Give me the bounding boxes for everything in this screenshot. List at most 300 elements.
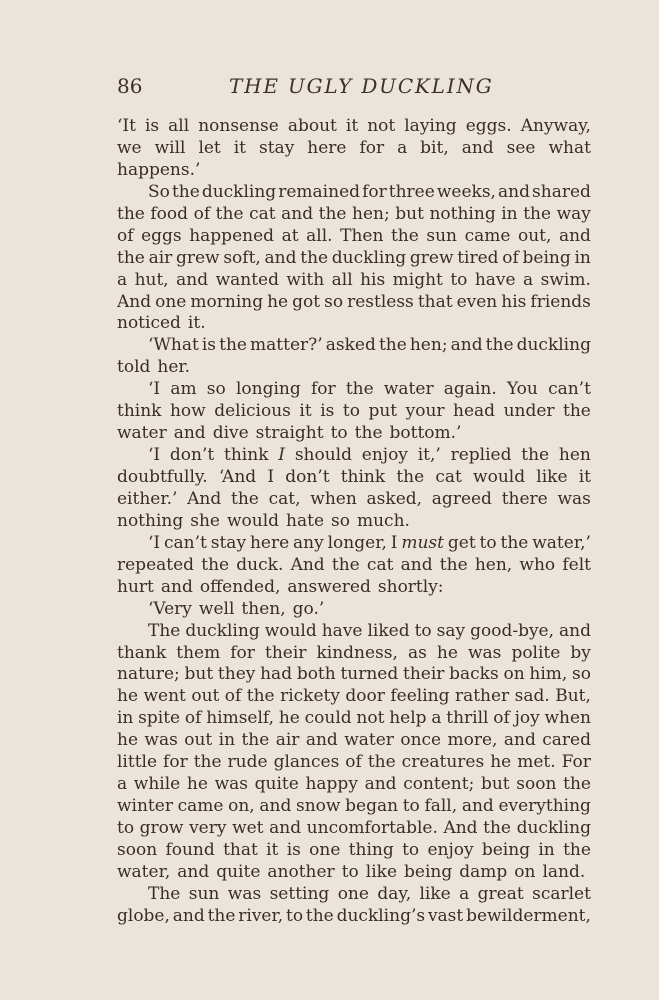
text-line [117,160,591,182]
text-line [117,182,591,204]
word: to [450,269,468,290]
word: the [318,203,347,224]
word: and [503,730,536,751]
word: duckling’s [336,905,426,926]
word: then, [241,598,286,619]
word: should [294,445,352,466]
word: the [523,203,552,224]
word: sad. [514,686,550,707]
word: good-bye, [470,620,555,641]
word: help [389,708,427,729]
word: he [267,291,289,312]
word: and [172,905,205,926]
word: felt [562,554,591,575]
word: in [574,247,591,268]
word: like [365,861,398,882]
word: and [305,730,338,751]
word: swim. [540,269,591,290]
word: and [281,203,314,224]
word: the [201,554,230,575]
word: creatures [401,752,485,773]
word: the [193,752,222,773]
text-line [117,116,591,138]
text-line [117,664,591,686]
word: his [501,291,527,312]
word: wet [232,818,264,838]
word: enjoy [427,839,474,860]
word: their [264,642,307,663]
text-line [117,138,591,160]
word: ‘I [148,445,161,466]
word: nonsense [198,116,279,136]
word: longing [235,379,301,400]
word: well [198,598,235,619]
word: sun [188,883,220,904]
word: longer, [327,532,387,553]
word: bottom.’ [389,423,462,444]
word: in [218,730,236,751]
word: happy [305,774,358,795]
word: he [117,730,139,751]
word: morning [190,291,264,312]
word: vast [427,905,464,926]
word: The [148,883,181,904]
word: a [459,883,470,904]
word: out [184,730,213,751]
word: but [184,664,214,685]
word: duckling [331,247,407,268]
word: here [307,137,347,158]
word: the [378,335,407,356]
word: But, [555,686,591,707]
word: ‘What [148,335,199,356]
word: the [521,445,550,466]
word: enjoy [361,445,408,466]
word: and [461,137,494,158]
word: the [219,335,247,356]
word: nature; [117,664,180,685]
word: he [278,708,300,729]
word: polite [511,642,561,663]
word: it. [187,313,206,334]
word: quite [254,774,299,795]
word: ‘I [148,379,161,400]
word: happens.’ [117,159,201,180]
word: the [246,686,275,707]
word: another [267,861,335,882]
word: one [337,883,369,904]
text-line [117,335,591,357]
word: hen, [474,554,513,575]
word: say [436,620,466,641]
word: to [414,620,432,641]
word: of [193,203,211,224]
word: it [578,467,591,487]
word: but [480,774,510,795]
word: duckling [201,181,277,202]
word: eggs. [465,116,512,136]
word: answered [287,576,371,597]
word: your [405,401,445,422]
word: restless [347,291,414,312]
word: to [330,423,348,444]
word: the [231,488,259,509]
word: how [169,401,206,422]
word: in [117,708,134,729]
word: duckling [516,818,591,838]
word: would [226,510,280,531]
word: the [485,335,514,356]
word: rather [454,686,510,707]
word: for [230,642,255,663]
word: straight [255,423,324,444]
word: they [217,664,256,685]
word: and [173,423,206,444]
word: more, [447,730,498,751]
word: the [390,225,419,246]
word: him, [529,664,568,685]
word: and [400,554,433,575]
text-line [117,401,591,423]
text-line [117,248,591,270]
word: setting [269,883,330,904]
text-line [117,840,591,862]
word: So [148,181,170,202]
word: dive [212,423,249,444]
word: bewilderment, [466,905,591,926]
word: to [341,861,359,882]
running-title: THE UGLY DUCKLING [229,74,494,98]
word: will [154,137,186,158]
word: content; [403,774,475,795]
word: noticed [117,313,181,334]
word: You [506,379,538,400]
word: out, [517,225,552,246]
word: And [290,554,325,575]
word: hen; [352,203,390,224]
word: cared [542,730,591,751]
word: got [292,291,321,312]
word: it [299,401,312,422]
word: nothing [429,203,496,224]
word: so [206,379,226,400]
word: globe, [117,905,170,926]
word: spite [138,708,181,729]
word: even [456,291,498,312]
word: cat [435,467,462,487]
word: duckling [185,620,260,641]
word: kindness, [316,642,398,663]
word: of [345,752,362,773]
word: he [436,642,458,663]
word: is [286,839,301,860]
word: The [148,620,181,641]
word: water,’ [532,532,591,553]
word: that [223,839,258,860]
word: great [477,883,524,904]
text-line [117,204,591,226]
word: matter?’ [250,335,323,356]
word: to [402,796,420,817]
word: let [198,137,221,158]
text-line [117,708,591,730]
word: she [190,510,220,531]
word: hen; [409,335,448,356]
word: with [286,269,325,290]
word: And [117,291,152,312]
word: fall, [424,796,458,817]
word: water [117,423,167,444]
word: under [503,401,555,422]
word: being [404,861,453,882]
word: see [506,137,536,158]
word: for [362,181,387,202]
text-line [117,752,591,774]
word: to [479,532,497,553]
word: the [345,379,374,400]
text-line [117,577,591,599]
word: little [117,752,158,773]
text-line [117,533,591,555]
word: the [215,203,244,224]
word: doubtfully. [117,467,208,487]
word: have [321,620,363,641]
word: very [189,818,227,838]
word: shortly: [377,576,444,597]
text-line [117,467,591,489]
word: backs [449,664,499,685]
word: all. [306,225,333,246]
word: think [340,467,386,487]
word: way [556,203,591,224]
word: we [117,137,142,158]
word: went [143,686,186,707]
word: was [467,642,502,663]
page-header [117,72,591,100]
word: was [144,730,178,751]
word: himself, [206,708,275,729]
word: on [514,861,536,882]
text-line [117,730,591,752]
word: put [368,401,398,422]
word: like [419,883,451,904]
word: can’t [548,379,591,400]
body-text [117,116,591,928]
word: thank [117,642,167,663]
word: the [396,467,425,487]
word: a [431,708,442,729]
word: for [163,752,188,773]
word: soon [117,839,158,860]
word: cat [366,554,394,575]
word: feeling [390,686,450,707]
word: he [186,774,208,795]
word: a [117,774,128,795]
word: the [367,752,396,773]
word: grew [175,247,220,268]
word: so [324,291,344,312]
word: one [155,291,187,312]
word: And [443,818,478,838]
word: a [523,269,534,290]
word: eggs [141,225,182,246]
word: weeks, [436,181,496,202]
word: repeated [117,554,195,575]
word: asked, [366,488,423,509]
word: their [403,664,445,685]
word: of [117,225,134,246]
word: turned [340,664,399,685]
word: would [264,620,317,641]
word: his [360,269,386,290]
word: shared [532,181,591,202]
word: liked [367,620,410,641]
word: go.’ [292,598,325,619]
word: water [344,730,394,751]
word: a [397,137,408,158]
text-line [117,599,591,621]
word: ‘I [148,532,161,553]
word: glances [273,752,340,773]
text-line [117,621,591,643]
word: air [275,730,300,751]
text-line [117,555,591,577]
word: get [447,532,476,553]
word: but [395,203,424,224]
word: grew [409,247,454,268]
word: think [224,445,269,466]
word: scarlet [532,883,591,904]
word: friends [530,291,591,312]
word: and [461,796,494,817]
text-line [117,292,591,314]
word: ‘Very [148,598,192,619]
word: he [490,752,512,773]
text-line [117,423,591,445]
word: I [267,467,275,487]
word: the [563,401,591,422]
word: was [557,488,591,509]
word: came [464,225,511,246]
word: three [388,181,435,202]
word: have [474,269,516,290]
word: offended, [199,576,281,597]
word: when [310,488,357,509]
word: must [401,532,444,553]
word: he [117,686,139,707]
word: the [483,818,511,838]
text-line [117,379,591,401]
word: hut, [134,269,169,290]
word: thrill [446,708,489,729]
word: for [359,137,385,158]
word: so [572,664,591,685]
word: again. [443,379,497,400]
word: bit, [420,137,449,158]
word: quite [216,861,261,882]
word: told [117,357,151,378]
word: happened [189,225,275,246]
word: grow [139,818,184,838]
word: hen [558,445,591,466]
word: of [493,708,510,729]
word: of [502,247,519,268]
text-line [117,445,591,467]
word: the [354,423,383,444]
word: duck. [236,554,284,575]
word: and [450,335,483,356]
word: them [176,642,221,663]
text-line [117,884,591,906]
word: food [150,203,189,224]
word: and [176,269,209,290]
word: and [558,225,591,246]
word: uncomfortable. [306,818,438,838]
word: to [342,401,360,422]
word: I [278,445,286,466]
word: Then [340,225,384,246]
word: winter [117,796,173,817]
word: delicious [214,401,291,422]
text-line [117,489,591,511]
word: laying [404,116,457,136]
word: to [402,839,420,860]
word: when [544,708,591,729]
text-line [117,774,591,796]
word: both [296,664,336,685]
word: being [481,839,531,860]
text-line [117,862,591,884]
word: is [201,335,217,356]
word: joy [514,708,540,729]
word: rickety [280,686,340,707]
text-line [117,511,591,533]
word: of [184,708,202,729]
word: began [345,796,399,817]
word: everything [498,796,591,817]
word: don’t [169,445,215,466]
word: the [563,839,591,860]
word: soon [516,774,557,795]
word: for [310,379,336,400]
word: the [117,247,145,268]
word: stay [259,137,295,158]
word: the [500,532,529,553]
word: is [320,401,335,422]
word: not [356,708,385,729]
word: don’t [285,467,330,487]
word: can’t [164,532,207,553]
word: head [453,401,496,422]
word: door [345,686,385,707]
word: might [392,269,443,290]
word: hate [286,510,325,531]
word: and [559,620,591,641]
word: it,’ [417,445,441,466]
word: duckling [516,335,591,356]
word: in [501,203,518,224]
word: day, [377,883,412,904]
word: and [269,818,302,838]
word: one [309,839,341,860]
word: water [383,379,434,400]
word: at [281,225,299,246]
word: could [304,708,352,729]
word: was [227,883,262,904]
word: and [177,861,210,882]
text-line [117,796,591,818]
word: about [287,116,337,136]
